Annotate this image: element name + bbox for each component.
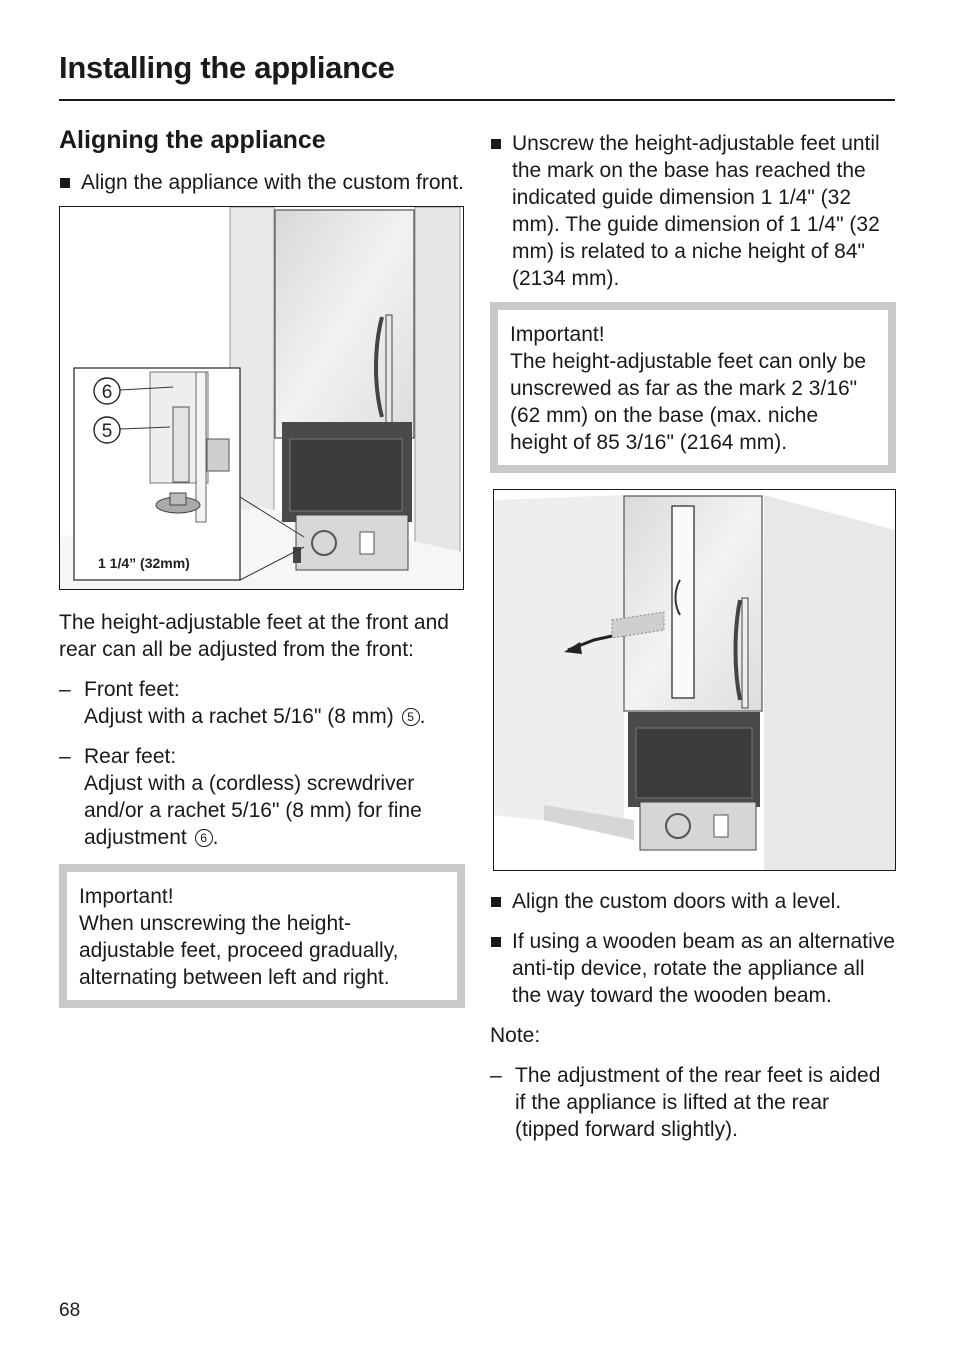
dash-text: The adjustment of the rear feet is aided if the appliance is lifted at the rear (tipped forward slightly).: [515, 1064, 881, 1141]
bullet-text: Align the custom doors with a level.: [512, 890, 842, 913]
feet-intro-paragraph: The height-adjustable feet at the front and rear can all be adjusted from the front:: [59, 611, 449, 661]
ref-5-icon: 5: [402, 708, 420, 726]
ref-6-icon: 6: [195, 829, 213, 847]
page-title: Installing the appliance: [59, 50, 395, 85]
bullet-wooden-beam: [490, 928, 896, 1009]
right-column: [490, 130, 896, 1143]
rear-feet-body: Adjust with a (cordless) screwdriver and/or a rachet 5/16" (8 mm) for fine adjustment 6 .: [84, 772, 422, 849]
bullet-square-icon: [60, 178, 70, 188]
dash-rear-feet-note: [490, 1062, 896, 1143]
figure-appliance-feet: [59, 206, 464, 590]
bullet-square-icon: [491, 897, 501, 907]
bullet-square-icon: [491, 139, 501, 149]
page-number: 68: [59, 1300, 81, 1321]
bullet-align-custom-front: [59, 169, 465, 196]
bullet-text: If using a wooden beam as an alternative anti-tip device, rotate the appliance all the way toward the wooden beam.: [512, 930, 895, 1007]
rear-feet-text: Adjust with a (cordless) screwdriver and/or a rachet 5/16" (8 mm) for fine adjustment: [84, 772, 422, 849]
note-title: Important!: [510, 323, 605, 346]
title-rule: [59, 99, 895, 101]
note-text: When unscrewing the height-adjustable feet, proceed gradually, alternating between left and right.: [79, 912, 399, 989]
note-label: Note:: [490, 1024, 541, 1047]
bullet-square-icon: [491, 937, 501, 947]
callout-5: 5: [101, 421, 113, 442]
figure-custom-door: [493, 489, 896, 871]
front-feet-body: Adjust with a rachet 5/16" (8 mm) 5 .: [84, 705, 426, 728]
callout-6: 6: [101, 382, 113, 403]
important-note-left: [59, 864, 465, 1008]
appliance-feet-illustration: [60, 207, 463, 589]
custom-door-illustration: [494, 490, 895, 870]
important-note-right: [490, 302, 896, 473]
bullet-align-doors: [490, 888, 896, 915]
left-column: [59, 124, 465, 1008]
dash-front-feet: [59, 676, 465, 730]
dash-mark: –: [59, 678, 71, 701]
dash-mark: –: [59, 745, 71, 768]
bullet-text: Unscrew the height-adjustable feet until the mark on the base has reached the indicated guide dimension 1 1/4" (32 mm). The guide dimension of 1 1/4" (32 mm) is related to a niche height of 84" (2134 mm).: [512, 132, 880, 290]
front-feet-title: Front feet:: [84, 678, 180, 701]
bullet-unscrew-feet: [490, 130, 896, 292]
note-title: Important!: [79, 885, 174, 908]
note-text: The height-adjustable feet can only be unscrewed as far as the mark 2 3/16" (62 mm) on the base (max. niche height of 85 3/16" (2164 mm).: [510, 350, 867, 454]
rear-feet-title: Rear feet:: [84, 745, 177, 768]
dimension-label: 1 1/4” (32mm): [98, 555, 190, 571]
bullet-text: Align the appliance with the custom front.: [81, 171, 464, 194]
dash-rear-feet: [59, 743, 465, 851]
dash-mark: –: [490, 1064, 502, 1087]
section-heading: Aligning the appliance: [59, 126, 326, 154]
front-feet-text: Adjust with a rachet 5/16" (8 mm): [84, 705, 394, 728]
